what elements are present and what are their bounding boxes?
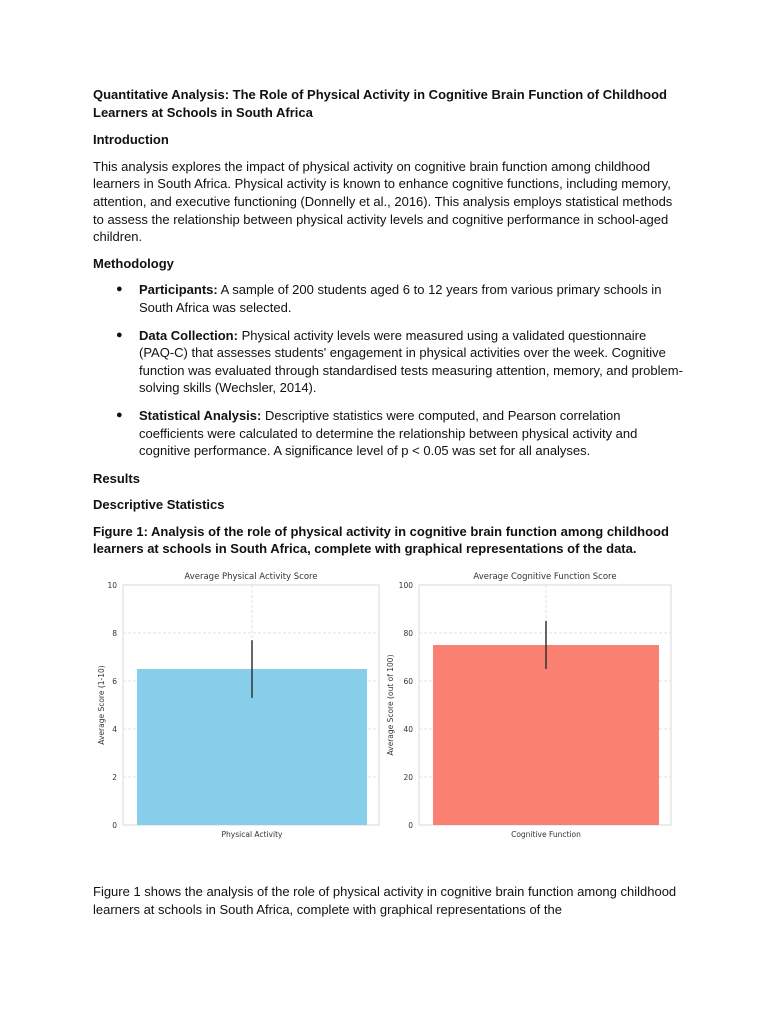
figure-caption: Figure 1: Analysis of the role of physical activity in cognitive brain function among childhood learners at schools in South Africa, complete with graphical representations of the data. xyxy=(93,523,669,557)
bullet-icon: ● xyxy=(116,408,123,421)
chart-title: Average Cognitive Function Score xyxy=(473,572,617,583)
introduction-paragraph: This analysis explores the impact of physical activity on cognitive brain function among childhood learners in South Africa. Physical activity is known to enhance cognitive functions, including memory, attention, and executive functioning (Donnelly et al., 2016). This analysis employs statistical methods to assess the relationship between physical activity levels and cognitive performance in school-aged children. xyxy=(93,158,673,245)
list-item xyxy=(116,327,683,397)
chart-title: Average Physical Activity Score xyxy=(184,572,318,583)
y-tick-label: 0 xyxy=(408,821,413,831)
bullet-icon: ● xyxy=(116,328,123,341)
list-item-label: Data Collection: xyxy=(139,327,238,343)
y-tick-label: 4 xyxy=(112,725,117,735)
results-heading: Results xyxy=(93,470,140,486)
y-tick-label: 100 xyxy=(398,581,413,591)
list-item-label: Statistical Analysis: xyxy=(139,407,262,423)
list-item xyxy=(116,281,683,316)
document-title: Quantitative Analysis: The Role of Physical Activity in Cognitive Brain Function of Childhood Learners at Schools in South Africa xyxy=(93,87,667,120)
y-tick-label: 0 xyxy=(112,821,117,831)
descriptive-statistics-heading: Descriptive Statistics xyxy=(93,497,225,513)
chart-physical-activity xyxy=(93,567,383,843)
figure-1 xyxy=(93,567,683,843)
y-tick-label: 2 xyxy=(112,773,117,783)
y-tick-label: 8 xyxy=(112,629,117,639)
bar xyxy=(433,645,659,825)
chart-physical-activity-svg xyxy=(93,567,383,843)
list-item xyxy=(116,407,683,460)
figure-description: Figure 1 shows the analysis of the role of physical activity in cognitive brain function among childhood learners at schools in South Africa, complete with graphical representations of the xyxy=(93,884,677,917)
x-tick-label: Physical Activity xyxy=(221,830,283,840)
y-axis-label: Average Score (1-10) xyxy=(97,665,106,745)
y-axis-label: Average Score (out of 100) xyxy=(386,654,395,756)
y-tick-label: 6 xyxy=(112,677,117,687)
y-tick-label: 20 xyxy=(403,773,413,783)
methodology-list xyxy=(93,281,683,459)
chart-cognitive-function xyxy=(379,567,675,843)
list-item-text: A sample of 200 students aged 6 to 12 years from various primary schools in South Africa was selected. xyxy=(139,282,662,315)
list-item-text: Descriptive statistics were computed, and Pearson correlation coefficients were calculated to determine the relationship between physical activity and cognitive performance. A significance level of p < 0.05 was set for all analyses. xyxy=(139,407,638,459)
list-item-label: Participants: xyxy=(139,282,218,298)
y-tick-label: 80 xyxy=(403,629,413,639)
introduction-heading: Introduction xyxy=(93,132,169,148)
methodology-heading: Methodology xyxy=(93,255,174,271)
y-tick-label: 10 xyxy=(107,581,117,591)
chart-cognitive-function-svg xyxy=(379,567,675,843)
y-tick-label: 40 xyxy=(403,725,413,735)
bullet-icon: ● xyxy=(116,283,123,296)
x-tick-label: Cognitive Function xyxy=(511,830,581,840)
document-page xyxy=(93,86,683,927)
list-item-text: Physical activity levels were measured using a validated questionnaire (PAQ-C) that assesses students' engagement in physical activities over the week. Cognitive function was evaluated through standardised tests measuring attention, memory, and problem-solving skills (Wechsler, 2014). xyxy=(139,327,683,396)
y-tick-label: 60 xyxy=(403,677,413,687)
